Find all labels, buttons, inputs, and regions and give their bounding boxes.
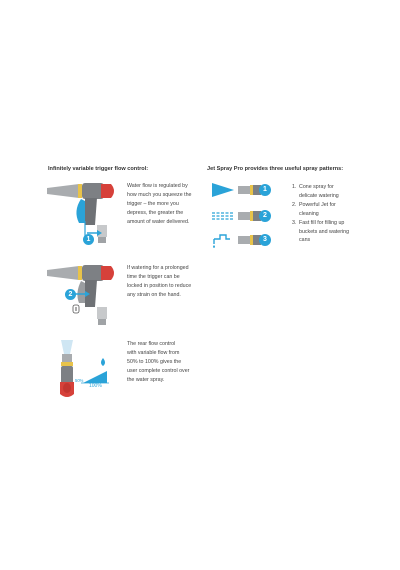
squeeze-text-line: Water flow is regulated by bbox=[127, 183, 188, 189]
step-badge-2: 2 bbox=[65, 289, 76, 300]
rear-flow-text bbox=[127, 340, 189, 385]
spray-patterns-heading: Jet Spray Pro provides three useful spray patterns: bbox=[207, 166, 344, 172]
list-number: 2. bbox=[292, 201, 297, 208]
list-line: buckets and watering bbox=[299, 228, 350, 235]
list-item bbox=[292, 219, 349, 246]
step-badge-1: 1 bbox=[83, 234, 94, 245]
trigger-squeeze-illustration bbox=[45, 181, 121, 247]
lock-text-line: time the trigger can be bbox=[127, 273, 180, 280]
rear-flow-text-line: 50% to 100% gives the bbox=[127, 358, 182, 365]
lock-text bbox=[127, 264, 191, 300]
trigger-lock-illustration bbox=[45, 263, 121, 329]
spray-badge-2: 2 bbox=[263, 212, 267, 219]
rear-flow-text-line: the water spray. bbox=[127, 376, 165, 383]
jet-spray-row bbox=[212, 208, 272, 224]
lock-text-line: If watering for a prolonged bbox=[127, 265, 189, 271]
squeeze-text-line: trigger – the more you bbox=[127, 200, 179, 207]
list-line: Fast fill for filling up bbox=[299, 219, 345, 226]
list-line: delicate watering bbox=[299, 192, 339, 199]
lock-text-line: locked in position to reduce bbox=[127, 282, 192, 289]
lock-text-line: any strain on the hand. bbox=[127, 291, 181, 298]
rear-flow-illustration bbox=[45, 336, 121, 402]
list-item bbox=[292, 183, 349, 201]
list-line: Powerful Jet for bbox=[299, 201, 336, 208]
rear-flow-text-line: The rear flow control bbox=[127, 341, 176, 347]
list-number: 1. bbox=[292, 184, 297, 190]
list-line: Cone spray for bbox=[299, 184, 334, 190]
squeeze-text bbox=[127, 182, 192, 227]
spray-patterns-list bbox=[292, 183, 349, 245]
squeeze-text-line: amount of water delivered. bbox=[127, 218, 190, 225]
fast-fill-row bbox=[212, 231, 272, 249]
trigger-control-heading: Infinitely variable trigger flow control: bbox=[48, 166, 149, 172]
flow-max-label: 100% bbox=[89, 383, 102, 389]
list-number: 3. bbox=[292, 219, 297, 226]
list-line: cleaning bbox=[299, 210, 319, 217]
spray-badge-3: 3 bbox=[263, 236, 267, 243]
list-line: cans bbox=[299, 237, 311, 244]
spray-badge-1: 1 bbox=[263, 186, 267, 193]
squeeze-text-line: how much you squeeze the bbox=[127, 191, 192, 198]
cone-spray-row bbox=[212, 182, 272, 198]
squeeze-text-line: depress, the greater the bbox=[127, 209, 184, 216]
flow-min-label: 50% bbox=[75, 378, 84, 383]
rear-flow-text-line: user complete control over bbox=[127, 367, 190, 374]
list-item bbox=[292, 201, 349, 219]
rear-flow-text-line: with variable flow from bbox=[127, 349, 180, 356]
